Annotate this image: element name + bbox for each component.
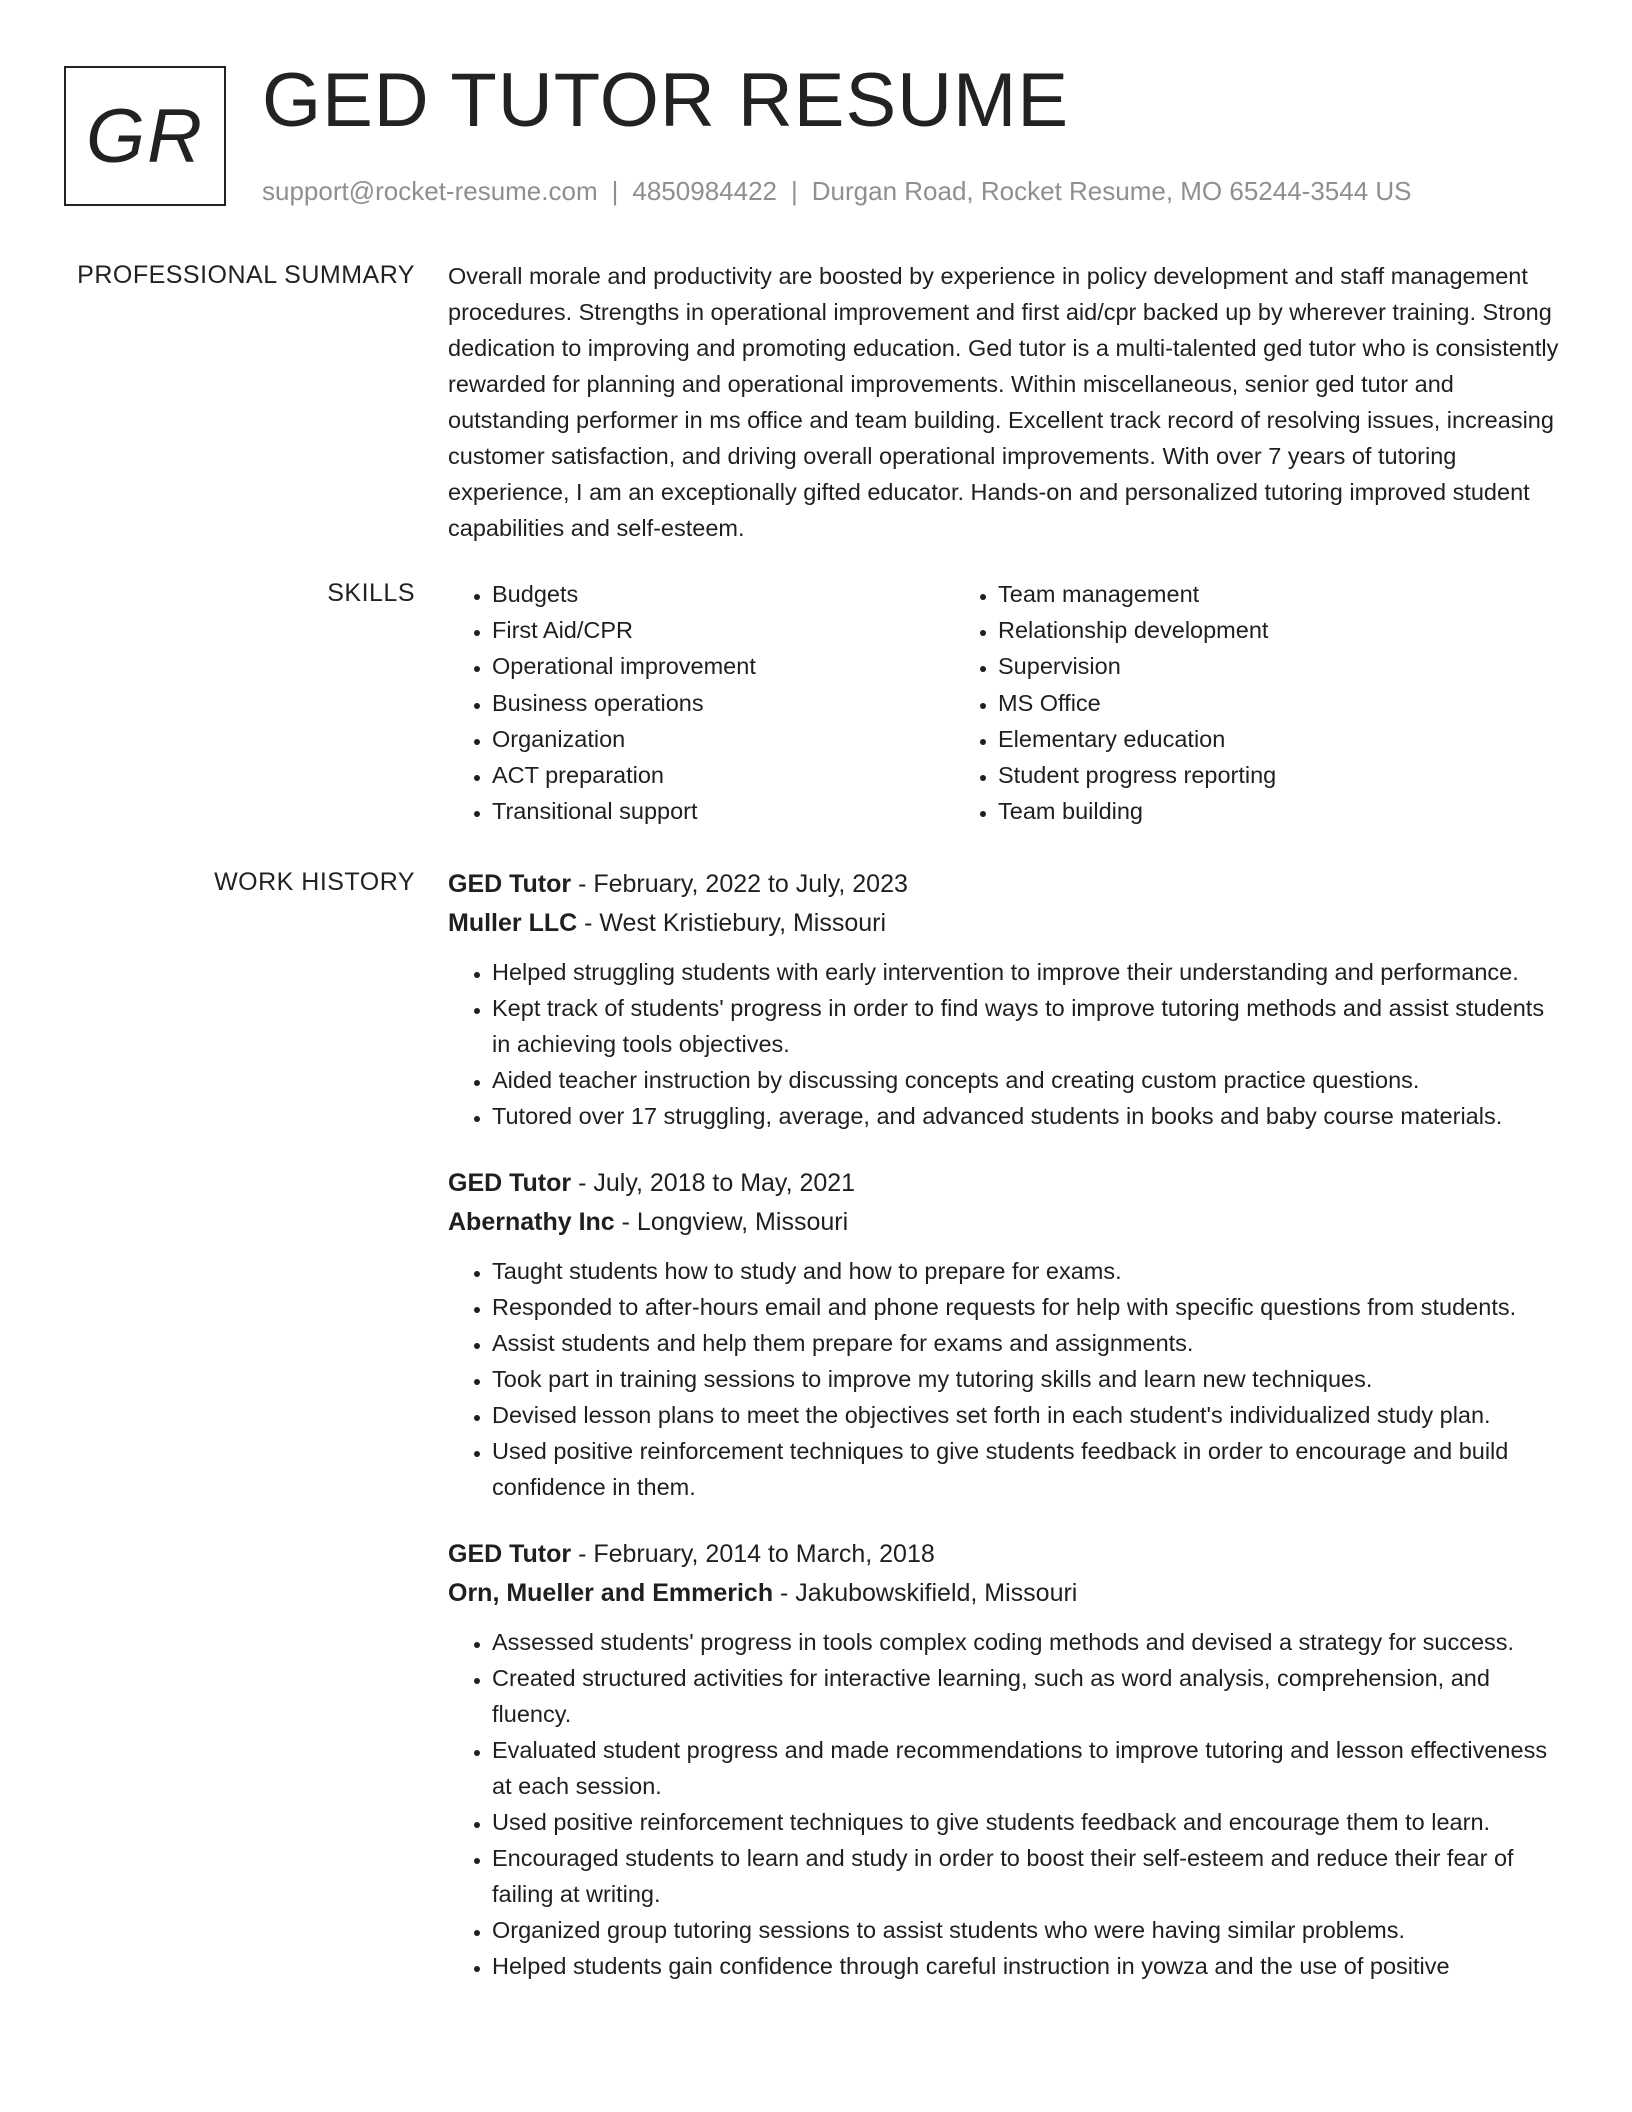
job-location: - Longview, Missouri [614, 1207, 849, 1236]
work-history-body [448, 865, 1568, 2014]
job-location: - West Kristiebury, Missouri [577, 908, 887, 937]
job-bullets [448, 1624, 1568, 1984]
job-company-line [448, 1203, 1568, 1242]
summary-body [448, 258, 1568, 546]
job-bullet: • Organized group tutoring sessions to assist students who were having similar problems. [492, 1912, 1568, 1948]
skills-heading: SKILLS [327, 579, 415, 607]
skills-list-left [448, 576, 954, 829]
skill-item: • ACT preparation [492, 757, 954, 793]
job-bullet: • Took part in training sessions to improve my tutoring skills and learn new techniques. [492, 1361, 1568, 1397]
job-bullet: • Assessed students' progress in tools complex coding methods and devised a strategy for success. [492, 1624, 1568, 1660]
job-bullet: • Kept track of students' progress in order to find ways to improve tutoring methods and assist students in achieving tools objectives. [492, 990, 1568, 1062]
skill-item: • Relationship development [998, 612, 1460, 648]
job-company: Abernathy Inc [448, 1207, 615, 1236]
job-bullets [448, 954, 1568, 1134]
job-bullet: • Helped struggling students with early intervention to improve their understanding and performance. [492, 954, 1568, 990]
skill-item: • Elementary education [998, 721, 1460, 757]
job-company: Muller LLC [448, 908, 578, 937]
skill-item: • Budgets [492, 576, 954, 612]
job-title-line [448, 865, 1568, 904]
job-title: GED Tutor [448, 870, 572, 898]
skill-item: • Transitional support [492, 793, 954, 829]
skills-body [448, 576, 1568, 829]
contact-line [262, 174, 1412, 208]
job-entry [448, 1164, 1568, 1505]
job-title: GED Tutor [448, 1169, 572, 1197]
job-bullet: • Evaluated student progress and made recommendations to improve tutoring and lesson effectiveness at each session. [492, 1732, 1568, 1804]
summary-text: Overall morale and productivity are boosted by experience in policy development and staff management procedures. Strengths in operational improvement and first aid/cpr backed up by wherever training. Strong dedication to improving and promoting education. Ged tutor is a multi-talented ged tutor who is consistently rewarded for planning and operational improvements. Within miscellaneous, senior ged tutor and outstanding performer in ms office and team building. Excellent track record of resolving issues, increasing customer satisfaction, and driving overall operational improvements. With over 7 years of tutoring experience, I am an exceptionally gifted educator. Hands-on and personalized tutoring improved student capabilities and self-esteem. [448, 263, 1559, 541]
job-bullet: • Created structured activities for interactive learning, such as word analysis, comprehension, and fluency. [492, 1660, 1568, 1732]
job-company: Orn, Mueller and Emmerich [448, 1578, 774, 1607]
skill-item: • Operational improvement [492, 648, 954, 684]
job-bullet: • Assist students and help them prepare for exams and assignments. [492, 1325, 1568, 1361]
job-bullets [448, 1253, 1568, 1505]
job-dates: - July, 2018 to May, 2021 [571, 1169, 856, 1197]
skill-item: • Team management [998, 576, 1460, 612]
monogram-initials: GR [86, 93, 204, 179]
job-bullet: • Used positive reinforcement techniques to give students feedback and encourage them to learn. [492, 1804, 1568, 1840]
job-bullet: • Responded to after-hours email and phone requests for help with specific questions from students. [492, 1289, 1568, 1325]
skill-item: • Team building [998, 793, 1460, 829]
job-title-line [448, 1164, 1568, 1203]
skill-item: • Organization [492, 721, 954, 757]
job-bullet: • Encouraged students to learn and study in order to boost their self-esteem and reduce their fear of failing at writing. [492, 1840, 1568, 1912]
job-bullet: • Tutored over 17 struggling, average, and advanced students in books and baby course materials. [492, 1098, 1568, 1134]
contact-separator: | [791, 176, 798, 206]
job-title-line [448, 1535, 1568, 1574]
job-bullet: • Devised lesson plans to meet the objectives set forth in each student's individualized study plan. [492, 1397, 1568, 1433]
job-bullet: • Helped students gain confidence through careful instruction in yowza and the use of positive [492, 1948, 1568, 1984]
job-bullet: • Used positive reinforcement techniques to give students feedback in order to encourage and build confidence in them. [492, 1433, 1568, 1505]
job-bullet: • Taught students how to study and how to prepare for exams. [492, 1253, 1568, 1289]
skill-item: • First Aid/CPR [492, 612, 954, 648]
contact-phone[interactable]: 4850984422 [632, 176, 777, 206]
contact-email[interactable]: support@rocket-resume.com [262, 176, 598, 206]
contact-separator: | [611, 176, 619, 206]
resume-title: GED TUTOR RESUME [262, 58, 1070, 143]
contact-address: Durgan Road, Rocket Resume, MO 65244-3544 US [811, 176, 1412, 206]
skill-item: • Supervision [998, 648, 1460, 684]
work-history-heading: WORK HISTORY [214, 868, 415, 896]
job-dates: - February, 2014 to March, 2018 [571, 1540, 935, 1568]
skill-item: • Student progress reporting [998, 757, 1460, 793]
job-dates: - February, 2022 to July, 2023 [571, 870, 908, 898]
job-company-line [448, 904, 1568, 943]
summary-heading: PROFESSIONAL SUMMARY [77, 261, 415, 289]
monogram-box [64, 66, 226, 206]
job-title: GED Tutor [448, 1540, 572, 1568]
skills-list-right [954, 576, 1460, 829]
job-bullet: • Aided teacher instruction by discussing concepts and creating custom practice questions. [492, 1062, 1568, 1098]
skill-item: • Business operations [492, 685, 954, 721]
job-entry [448, 1535, 1568, 1984]
skill-item: • MS Office [998, 685, 1460, 721]
job-entry [448, 865, 1568, 1134]
job-location: - Jakubowskifield, Missouri [773, 1578, 1078, 1607]
job-company-line [448, 1574, 1568, 1613]
